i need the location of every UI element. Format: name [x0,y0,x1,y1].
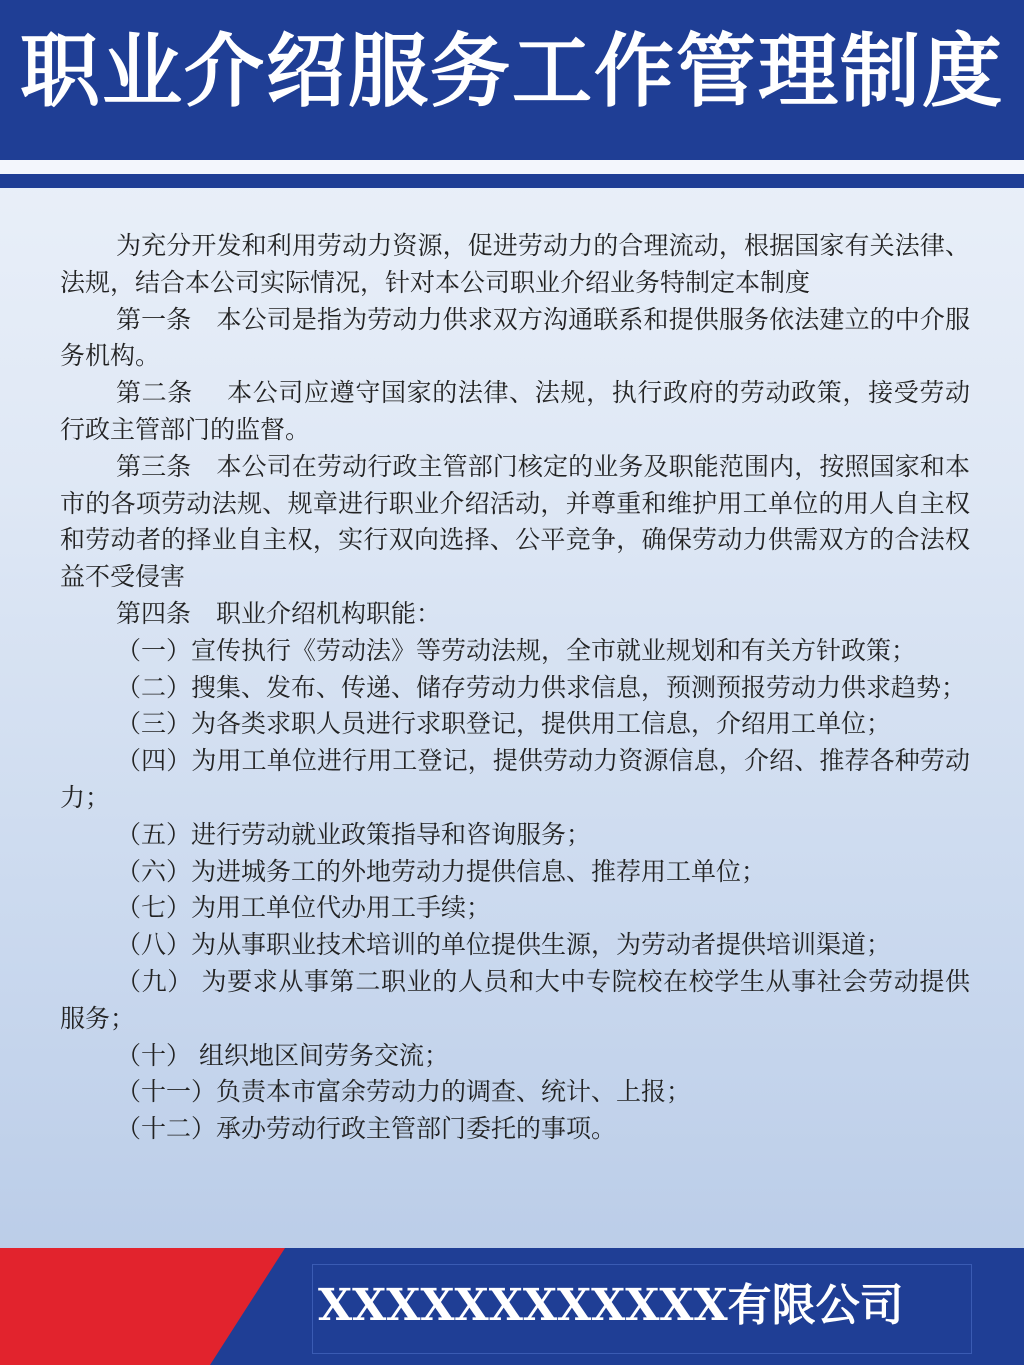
function-item: （五）进行劳动就业政策指导和咨询服务； [116,819,592,849]
page-title: 职业介绍服务工作管理制度 [20,25,1004,118]
function-item: （十） 组织地区间劳务交流； [116,1040,449,1070]
function-item: （七）为用工单位代办用工手续； [116,893,492,923]
function-item: （四）为用工单位进行用工登记，提供劳动力资源信息，介绍、推荐各种劳动力； [60,746,970,812]
company-name: XXXXXXXXXXXX有限公司 [318,1280,904,1331]
function-item: （九） 为要求从事第二职业的人员和大中专院校在校学生从事社会劳动提供服务； [60,966,970,1033]
intro-paragraph: 为充分开发和利用劳动力资源，促进劳动力的合理流动，根据国家有关法律、法规，结合本公司实际情况，针对本公司职业介绍业务特制定本制度 [60,231,970,297]
header-divider [0,160,1024,174]
article-3: 第三条 本公司在劳动行政主管部门核定的业务及职能范围内，按照国家和本市的各项劳动法规、规章进行职业介绍活动，并尊重和维护用工单位的用人自主权和劳动者的择业自主权，实行双向选择、公平竞争，确保劳动力供需双方的合法权益不受侵害 [60,451,970,592]
function-item: （八）为从事职业技术培训的单位提供生源，为劳动者提供培训渠道； [116,930,892,960]
function-item: （二）搜集、发布、传递、储存劳动力供求信息，预测预报劳动力供求趋势； [116,672,967,702]
function-item: （六）为进城务工的外地劳动力提供信息、推荐用工单位； [116,856,767,886]
article-1: 第一条 本公司是指为劳动力供求双方沟通联系和提供服务依法建立的中介服务机构。 [60,304,970,371]
function-item: （三）为各类求职人员进行求职登记，提供用工信息，介绍用工单位； [116,709,892,739]
function-item: （十二）承办劳动行政主管部门委托的事项。 [116,1114,617,1144]
header-stripe [0,174,1024,188]
article-2: 第二条 本公司应遵守国家的法律、法规，执行政府的劳动政策，接受劳动行政主管部门的监督。 [60,378,970,444]
function-item: （十一）负责本市富余劳动力的调查、统计、上报； [116,1077,692,1107]
article-4: 第四条 职业介绍机构职能： [116,598,442,628]
regulation-body [60,228,970,1148]
function-item: （一）宣传执行《劳动法》等劳动法规，全市就业规划和有关方针政策； [116,635,917,665]
